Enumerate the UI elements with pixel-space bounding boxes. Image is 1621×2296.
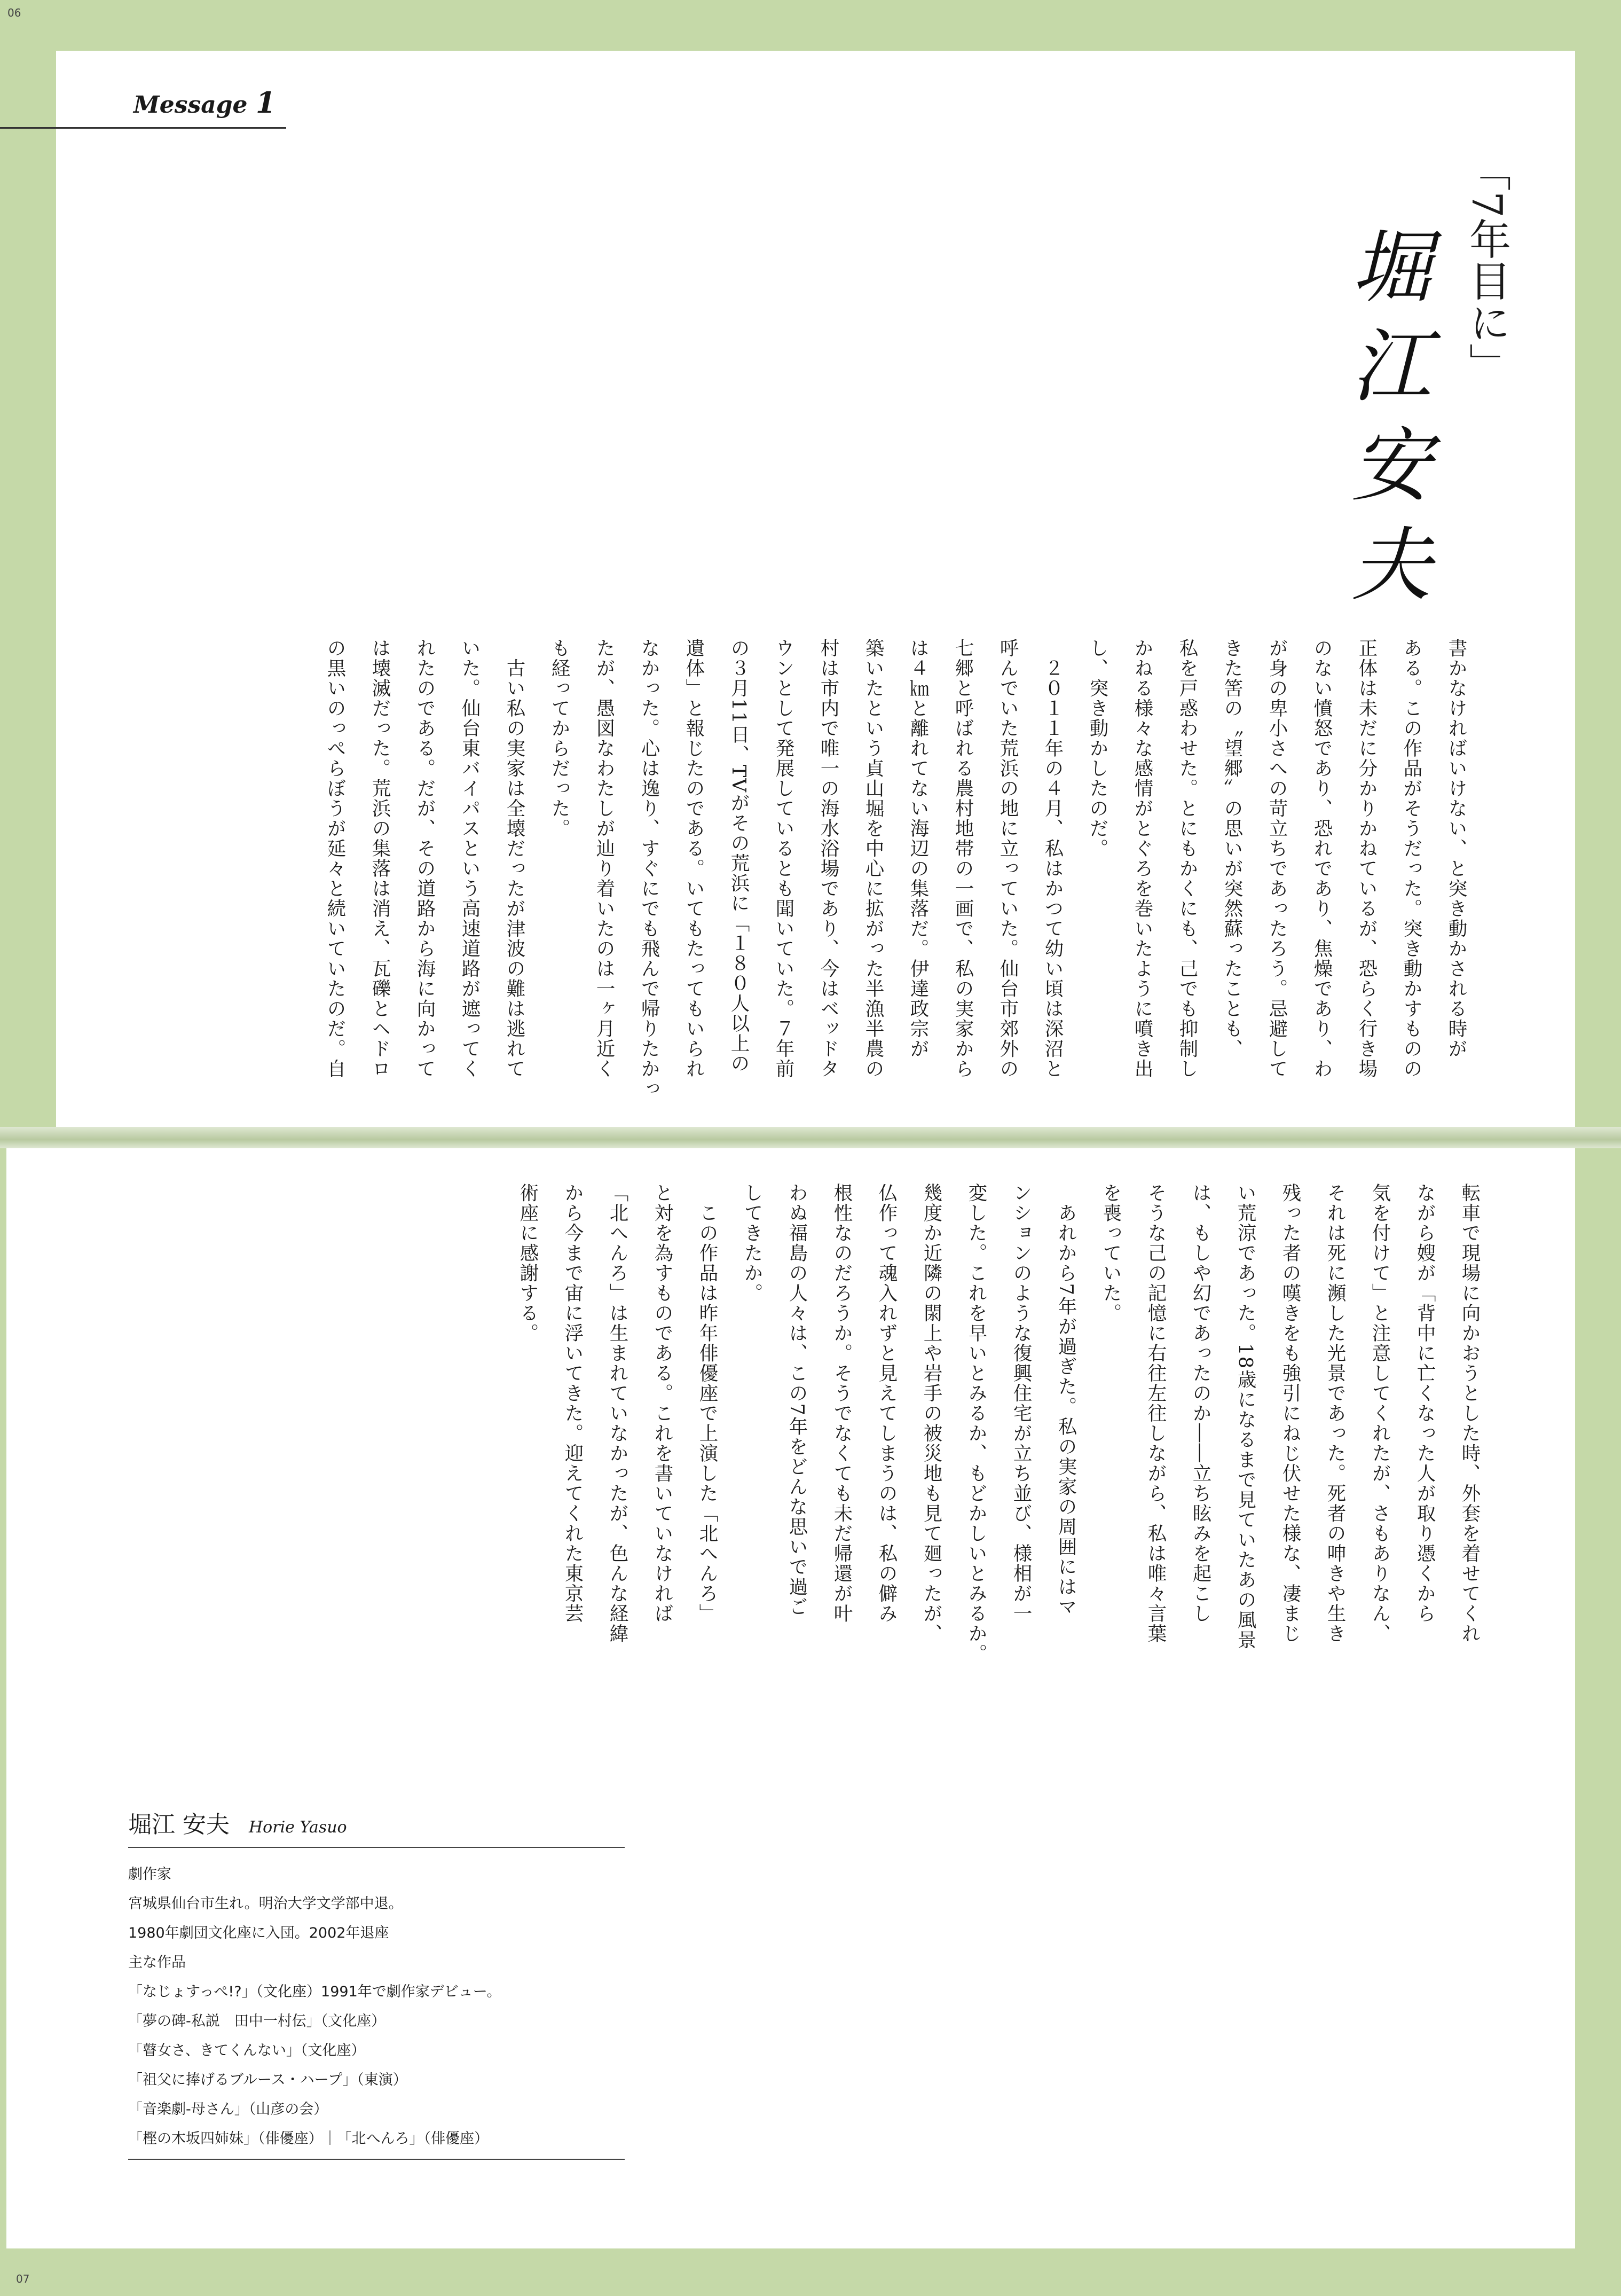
text-column: ウンとして発展しているとも聞いていた。７年前 (773, 638, 794, 1079)
profile-line: 「音楽劇-母さん」（山彦の会） (128, 2101, 328, 2118)
profile-line: 「夢の碑-私説 田中一村伝」（文化座） (128, 2013, 386, 2029)
profile-rule-bottom (128, 2159, 625, 2160)
text-column: かねる様々な感情がとぐろを巻いたように噴き出 (1131, 638, 1153, 1079)
profile-line: 主な作品 (128, 1954, 186, 1971)
text-column: 村は市内で唯一の海水浴場であり、今はベッドタ (817, 638, 839, 1079)
message-label (133, 85, 276, 120)
text-column: のない憤怒であり、恐れであり、焦燥であり、わ (1311, 638, 1333, 1079)
text-column: の３月11日、TVがその荒浜に「１８０人以上の (728, 638, 750, 1073)
text-column: それは死に瀕した光景であった。死者の呻きや生き (1324, 1183, 1346, 1644)
page-number-top: 06 (7, 6, 21, 19)
essay-title: 「7年目に」 (1462, 150, 1510, 385)
text-column: 呼んでいた荒浜の地に立っていた。仙台市郊外の (997, 638, 1019, 1079)
text-column: そうな己の記憶に右往左往しながら、私は唯々言葉 (1145, 1183, 1167, 1644)
text-column: の黒いのっぺらぼうが延々と続いていたのだ。自 (324, 638, 346, 1079)
text-column: この作品は昨年俳優座で上演した「北へんろ」 (696, 1183, 718, 1624)
text-column: きた筈の〝望郷〟の思いが突然蘇ったことも、 (1221, 638, 1243, 1059)
text-column: 書かなければいけない、と突き動かされる時が (1445, 638, 1467, 1059)
header-rule (0, 127, 286, 129)
text-column: 仏作って魂入れずと見えてしまうのは、私の僻み (876, 1183, 898, 1624)
profile-lines (128, 1860, 625, 2153)
text-column: 古い私の実家は全壊だったが津波の難は逃れて (503, 638, 525, 1079)
message-label-number: 1 (255, 85, 276, 120)
page-fold (0, 1127, 1621, 1148)
text-column: れたのである。だが、その道路から海に向かって (414, 638, 436, 1079)
text-column: ２０１１年の４月、私はかつて幼い頃は深沼と (1042, 638, 1064, 1079)
profile-line: 「なじょすっぺ!?」（文化座）1991年で劇作家デビュー。 (128, 1984, 501, 2000)
text-column: 残った者の嘆きをも強引にねじ伏せた様な、凄まじ (1279, 1183, 1301, 1644)
text-column: 築いたという貞山堀を中心に拡がった半漁半農の (862, 638, 884, 1079)
text-column: 術座に感謝する。 (517, 1183, 539, 1343)
text-column: してきたか。 (741, 1183, 763, 1303)
profile-rule-top (128, 1847, 625, 1848)
text-column: なかった。心は逸り、すぐにでも飛んで帰りたかっ (638, 638, 660, 1099)
text-column: 「北へんろ」は生まれていなかったが、色んな経緯 (607, 1183, 628, 1644)
text-column: と対を為すものである。これを書いていなければ (651, 1183, 673, 1624)
profile-line: 宮城県仙台市生れ。明治大学文学部中退。 (128, 1895, 403, 1912)
profile-line: 劇作家 (128, 1866, 171, 1883)
text-column: あれから7年が過ぎた。私の実家の周囲にはマ (1055, 1183, 1077, 1617)
text-column: から今まで宙に浮いてきた。迎えてくれた東京芸 (562, 1183, 584, 1624)
text-column: 根性なのだろうか。そうでなくても未だ帰還が叶 (831, 1183, 853, 1624)
text-column: 変した。これを早いとみるか、もどかしいとみるか。 (965, 1183, 987, 1664)
page-number-bottom: 07 (16, 2273, 30, 2285)
text-column: し、突き動かしたのだ。 (1087, 638, 1108, 859)
text-column: 転車で現場に向かおうとした時、外套を着せてくれ (1459, 1183, 1481, 1644)
text-column: が身の卑小さへの苛立ちであったろう。忌避して (1266, 638, 1288, 1079)
text-column: 七郷と呼ばれる農村地帯の一画で、私の実家から (952, 638, 974, 1079)
profile-line: 「瞽女さ、きてくんない」（文化座） (128, 2042, 366, 2059)
text-column: ながら嫂が「背中に亡くなった人が取り憑くから (1414, 1183, 1436, 1624)
text-column: も経ってからだった。 (548, 638, 570, 839)
text-column: は、もしや幻であったのか――立ち眩みを起こし (1190, 1183, 1211, 1624)
text-column: い荒涼であった。18歳になるまで見ていたあの風景 (1234, 1183, 1256, 1650)
handwritten-signature: 堀江安夫 (1337, 224, 1430, 622)
text-column: たが、愚図なわたしが辿り着いたのは一ヶ月近く (593, 638, 615, 1079)
text-column: は壊滅だった。荒浜の集落は消え、瓦礫とヘドロ (369, 638, 391, 1079)
text-column: ンションのような復興住宅が立ち並び、様相が一 (1010, 1183, 1032, 1624)
profile-line: 1980年劇団文化座に入団。2002年退座 (128, 1925, 389, 1941)
text-column: 正体は未だに分かりかねているが、恐らく行き場 (1356, 638, 1378, 1079)
text-column: 私を戸惑わせた。とにもかくにも、己でも抑制し (1176, 638, 1198, 1079)
profile-line: 「祖父に捧げるブルース・ハープ」（東演） (128, 2072, 407, 2088)
message-label-text: Message (133, 91, 256, 119)
text-column: 気を付けて」と注意してくれたが、さもありなん、 (1369, 1183, 1391, 1644)
text-column: は４㎞と離れてない海辺の集落だ。伊達政宗が (907, 638, 929, 1059)
text-column: 遺体」と報じたのである。いてもたってもいられ (683, 638, 705, 1079)
text-column: を喪っていた。 (1100, 1183, 1122, 1323)
author-name-romaji: Horie Yasuo (249, 1818, 347, 1837)
text-column: ある。この作品がそうだった。突き動かすものの (1400, 638, 1422, 1079)
text-column: わぬ福島の人々は、この7年をどんな思いで過ご (786, 1183, 808, 1617)
text-column: いた。仙台東バイパスという高速道路が遮ってく (459, 638, 481, 1079)
text-column: 幾度か近隣の閖上や岩手の被災地も見て廻ったが、 (920, 1183, 942, 1644)
profile-line: 「樫の木坂四姉妹」（俳優座）｜「北へんろ」（俳優座） (128, 2130, 489, 2147)
author-profile (128, 1805, 625, 2160)
author-name: 堀江 安夫 (128, 1811, 230, 1838)
